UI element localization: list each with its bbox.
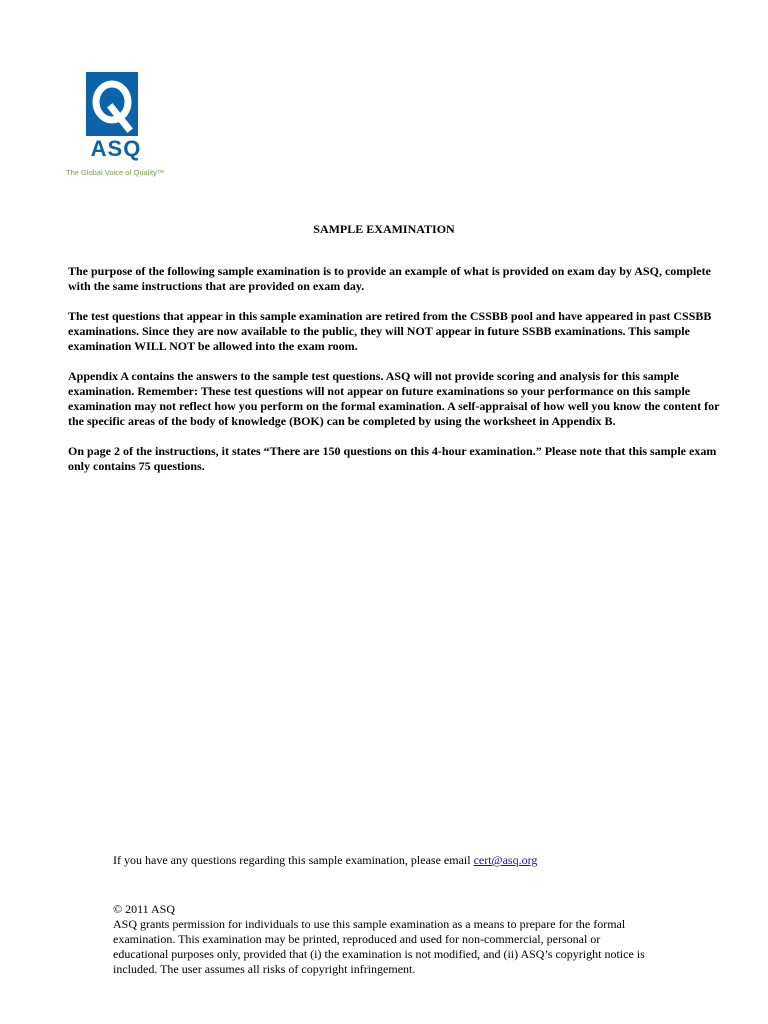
paragraph-question-count: On page 2 of the instructions, it states “There are 150 questions on this 4-hour examination.” Please note that this sample exam only contains 75 questions.: [68, 444, 717, 473]
q-logo-icon: [86, 72, 138, 136]
logo-wordmark: ASQ: [90, 136, 142, 161]
paragraph-test-questions: The test questions that appear in this sample examination are retired from the CSSBB pool and have appeared in past CSSBB examinations. Since they are now available to the public, they will NOT appear in future SSBB examinations. This sample examination WILL NOT be allowed into the exam room.: [68, 309, 712, 353]
intro-content: [68, 264, 728, 489]
logo-tagline: The Global Voice of Quality™: [66, 168, 165, 177]
copyright-notice: ASQ grants permission for individuals to use this sample examination as a means to prepare for the formal examination. This examination may be printed, reproduced and used for non-commercial, personal or educational purposes only, provided that (i) the examination is not modified, and (ii) ASQ’s copyright notice is included. The user assumes all risks of copyright infringement.: [113, 917, 645, 976]
page-title: SAMPLE EXAMINATION: [313, 222, 455, 236]
contact-text: If you have any questions regarding this sample examination, please email: [113, 853, 474, 867]
email-link[interactable]: cert@asq.org: [473, 853, 538, 867]
contact-line: [113, 853, 733, 868]
paragraph-appendix: Appendix A contains the answers to the sample test questions. ASQ will not provide scoring and analysis for this sample examination. Remember: These test questions will not appear on future examinations so your performance on this sample examination may not reflect how you perform on the formal examination. A self-appraisal of how well you know the content for the specific areas of the body of knowledge (BOK) can be completed by using the worksheet in Appendix B.: [68, 369, 720, 428]
asq-logo: [66, 72, 176, 182]
paragraph-purpose: The purpose of the following sample examination is to provide an example of what is provided on exam day by ASQ, complete with the same instructions that are provided on exam day.: [68, 264, 711, 293]
copyright-line: © 2011 ASQ: [113, 902, 176, 916]
copyright-block: [113, 902, 653, 977]
